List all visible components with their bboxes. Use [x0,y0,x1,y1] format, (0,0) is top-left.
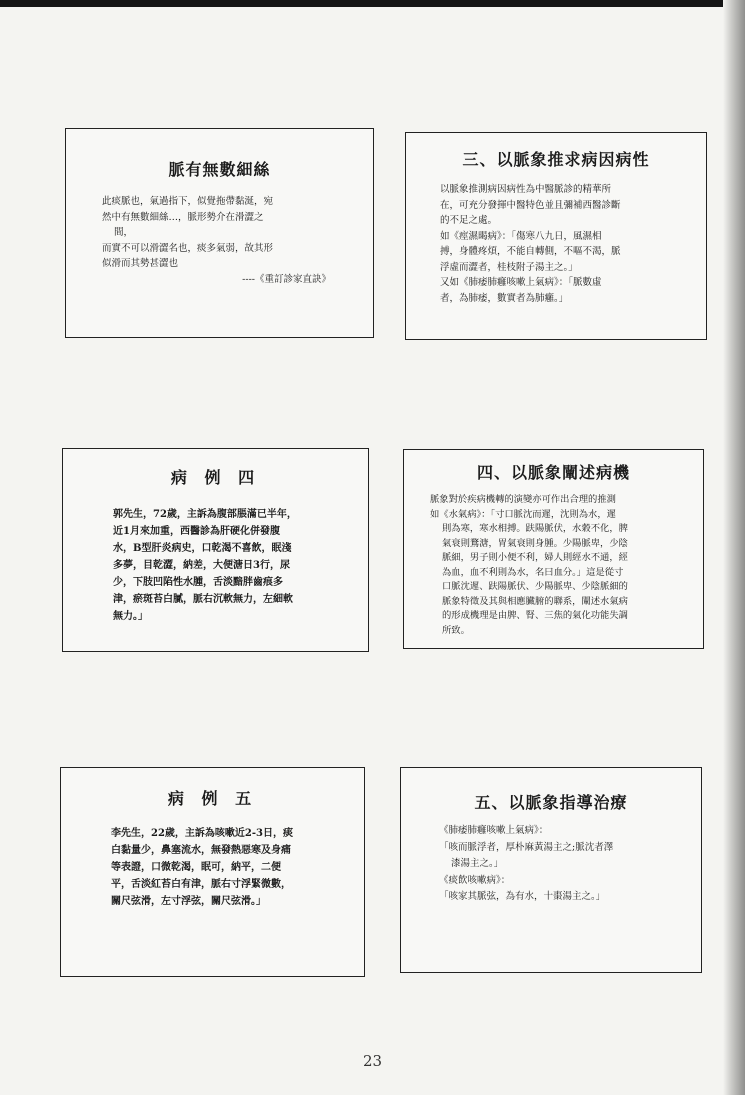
text-line: 口脈沈遲、趺陽脈伏、少陽脈卑、少陰脈細的 [442,581,628,592]
text-line: 所致。 [442,624,470,636]
slide-pulse-pathogenesis [403,449,704,649]
slide-body [418,182,694,306]
text-line: 「咳而脈浮者，厚朴麻黃湯主之;脈沈者澤 [439,841,614,853]
text-line: 此痰脈也，氣過指下，似覺拖帶黏涎，宛 [102,196,274,207]
text-line: 郭先生，72歲，主訴為腹部脹滿已半年， [113,509,297,520]
text-line: 氣衰則鶩溏，胃氣衰則身腫。少陽脈卑，少陰 [442,537,628,549]
text-line: 多夢，目乾澀，納差，大便溏日3行，尿 [113,560,290,571]
text-line: 《肺痿肺癰咳嗽上氣病》： [439,825,549,836]
text-line: 然中有無數細絲…，脈形勢介在滑澀之 [102,211,264,223]
slide-body [75,506,356,625]
text-line: 白黏量少，鼻塞流水，無發熱惡寒及身痛 [111,845,291,856]
text-line: 如《水氣病》：「寸口脈沈而遲，沈則為水，遲 [430,508,616,520]
slide-body [78,194,361,287]
text-line: 似滑而其勢甚澀也 [102,258,179,269]
text-line: 的形成機理是由脾、腎、三焦的氣化功能失調 [442,610,628,621]
slide-pulse-etiology [405,132,707,340]
slide-title: 病 例 四 [170,468,261,487]
page-number: 23 [362,1052,383,1070]
text-line: 在，可充分發揮中醫特色並且彌補西醫診斷 [440,199,621,211]
text-line: 等表證，口微乾渴，眠可，納平，二便 [111,862,281,873]
text-line: 脈象對於疾病機轉的演變亦可作出合理的推測 [430,494,616,505]
text-line: 又如《肺痿肺癰咳嗽上氣病》：「脈數虛 [440,277,602,288]
text-line: 則為寒，寒水相搏。趺陽脈伏，水穀不化，脾 [442,523,628,534]
slide-body [416,493,691,638]
text-line: 《痰飲咳嗽病》： [439,874,511,886]
text-line: 而實不可以滑澀名也，痰多氣弱，故其形 [102,242,274,254]
book-spine-shadow [723,0,745,1095]
slide-title: 三、以脈象推求病因病性 [462,150,650,169]
slide-title: 病 例 五 [167,789,258,808]
text-line: 脈象特徵及其與相應臟腑的聯系，闡述水氣病 [442,595,628,607]
slide-case-five [60,767,365,977]
text-line: 「咳家其脈弦，為有水，十棗湯主之。」 [439,891,606,902]
slide-body [413,823,689,906]
text-line: 搏，身體疼煩，不能自轉側，不嘔不渴，脈 [440,246,621,257]
text-line: 間， [114,227,134,238]
slide-pulse-treatment [400,767,702,973]
slide-case-four [62,448,369,652]
text-line: 平，舌淡紅苔白有津，脈右寸浮緊微數， [111,879,291,890]
source-citation: ----《重訂診家直訣》 [242,273,331,285]
scan-top-edge [0,0,745,7]
text-line: 以脈象推測病因病性為中醫脈診的精華所 [440,184,612,195]
slide-pulse-fine-threads [65,128,374,338]
text-line: 脈細，男子則小便不利，婦人則經水不通，經 [442,552,628,563]
text-line: 如《痙濕暍病》：「傷寒八九日，風濕相 [440,230,602,242]
text-line: 少，下肢凹陷性水腫，舌淡黯胖齒痕多 [113,577,283,588]
slide-body [73,825,352,910]
text-line: 者，為肺痿，數實者為肺癰。」 [440,292,569,304]
text-line: 關尺弦滑，左寸浮弦，關尺弦滑。」 [111,896,266,907]
text-line: 李先生，22歲，主訴為咳嗽近2-3日，痰 [111,828,293,839]
text-line: 近1月來加重，西醫診為肝硬化併發腹 [113,526,280,537]
text-line: 無力。」 [113,611,148,622]
slide-title: 脈有無數細絲 [168,160,271,179]
text-line: 津，瘀斑苔白膩，脈右沉軟無力，左細軟 [113,594,293,605]
text-line: 水，B型肝炎病史，口乾渴不喜飲，眠淺 [113,543,292,554]
text-line: 的不足之處。 [440,215,498,226]
slide-title: 五、以脈象指導治療 [474,793,628,812]
text-line: 漆湯主之。」 [451,858,504,869]
text-line: 浮虛而澀者，桂枝附子湯主之。」 [440,261,578,273]
slide-title: 四、以脈象闡述病機 [476,463,630,482]
text-line: 為血，血不利則為水，名曰血分。」這是從寸 [442,566,624,578]
